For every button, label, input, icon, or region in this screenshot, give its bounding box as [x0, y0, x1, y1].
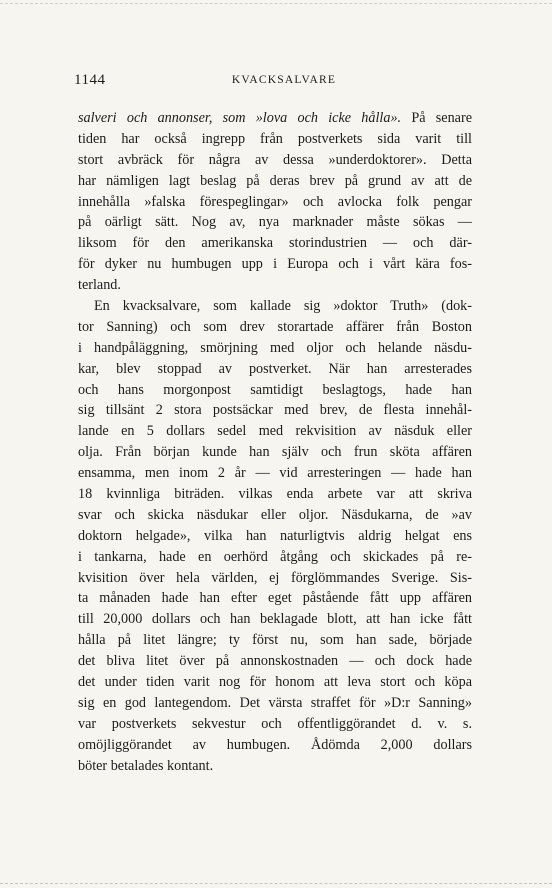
- italic-phrase: salveri och annonser, som »lova och icke hålla».: [78, 110, 402, 126]
- text-line: tor Sanning) och som drev storartade affärer från Boston: [78, 318, 472, 335]
- text-line: innehålla »falska förespeglingar» och avlocka folk pengar: [78, 193, 472, 210]
- body-text: [78, 108, 472, 777]
- running-head: KVACKSALVARE: [231, 74, 337, 86]
- text-line: stort avbräck för några av dessa »underdoktorer». Detta: [78, 151, 472, 168]
- text-line: ensamma, men inom 2 år — vid arresteringen — hade han: [78, 465, 472, 482]
- text-line: var postverkets sekvestur och offentliggörandet d. v. s.: [78, 715, 472, 732]
- text-line: i handpåläggning, smörjning med oljor och helande näsdu-: [78, 339, 472, 356]
- text-line: för dyker nu humbugen upp i Europa och i vårt kära fos-: [78, 256, 472, 273]
- paragraph-end-line: terland.: [78, 277, 121, 294]
- text-line: kar, blev stoppad av postverket. När han arresterades: [78, 360, 472, 377]
- page-number: 1144: [74, 72, 106, 88]
- text-line: till 20,000 dollars och han beklagade blott, att han icke fått: [78, 611, 472, 628]
- text-line: det bliva litet över på annonskostnaden — och dock hade: [78, 653, 472, 670]
- text-line: lande en 5 dollars sedel med rekvisition av näsduk eller: [78, 423, 472, 440]
- top-edge-rule: [0, 3, 552, 4]
- text-line: och hans morgonpost samtidigt beslagtogs, hade han: [78, 381, 472, 398]
- text-line: på oärligt sätt. Nog av, nya marknader måste sökas —: [78, 214, 472, 231]
- text-line-rest: På senare: [401, 110, 472, 126]
- text-line: omöjliggörandet av humbugen. Ådömda 2,000 dollars: [78, 736, 472, 753]
- text-line: doktorn helgade», vilka han naturligtvis aldrig helgat ens: [78, 527, 472, 544]
- text-line: i tankarna, hade en oerhörd åtgång och skickades på re-: [78, 548, 472, 565]
- paragraph-end-line: böter betalades kontant.: [78, 757, 214, 774]
- text-line: ta månaden hade han efter eget påstående fått upp affären: [78, 590, 472, 607]
- text-line: kvisition över hela världen, ej förglömmandes Sverige. Sis-: [78, 569, 472, 586]
- paragraph-start-line: En kvacksalvare, som kallade sig »doktor Truth» (dok-: [94, 298, 472, 315]
- text-line: det under tiden varit nog för honom att leva stort och köpa: [78, 674, 472, 691]
- text-line: hålla på litet längre; ty först nu, som han sade, började: [78, 632, 472, 649]
- text-line: tiden har också ingrepp från postverkets sida varit till: [78, 130, 472, 147]
- text-line: olja. Från början kunde han själv och frun sköta affären: [78, 444, 472, 461]
- text-line: har nämligen lagt beslag på deras brev på grund av att de: [78, 172, 472, 189]
- text-line: svar och skicka näsdukar eller oljor. Näsdukarna, de »av: [78, 506, 472, 523]
- text-line: liksom för den amerikanska storindustrien — och där-: [78, 235, 472, 252]
- text-line: sig en god lantegendom. Det värsta straffet för »D:r Sanning»: [78, 694, 472, 711]
- text-line: 18 kvinnliga biträden. vilkas enda arbete var att skriva: [78, 486, 472, 503]
- bottom-edge-rule: [0, 883, 552, 884]
- text-line: sig tillsänt 2 stora postsäckar med brev, de flesta innehål-: [78, 402, 472, 419]
- page-header: [74, 72, 474, 92]
- text-line: [78, 108, 472, 129]
